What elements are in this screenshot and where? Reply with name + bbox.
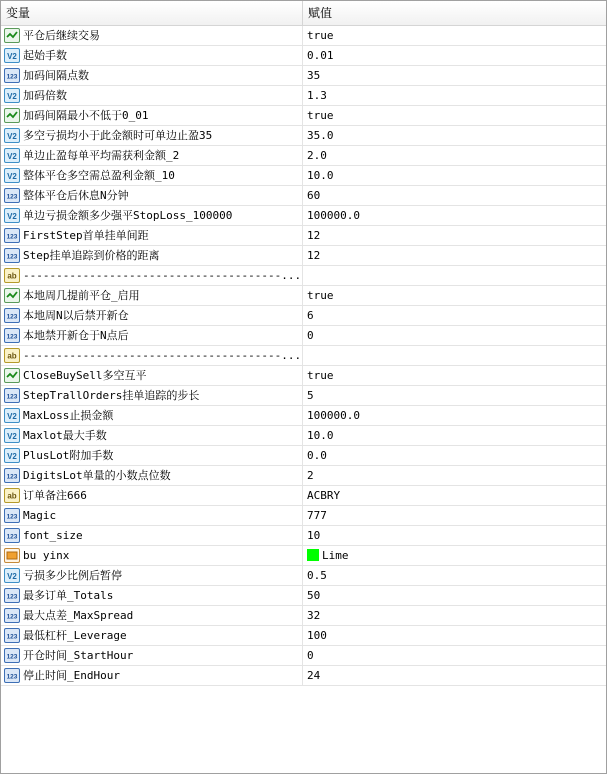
svg-text:V2: V2 <box>7 152 17 161</box>
variable-cell <box>1 126 303 145</box>
svg-text:123: 123 <box>6 673 18 681</box>
variable-value: 0 <box>307 649 314 662</box>
value-cell[interactable] <box>303 566 606 585</box>
variable-value: 6 <box>307 309 314 322</box>
variable-name: 加码间隔最小不低于0_01 <box>23 109 149 122</box>
variable-cell <box>1 66 303 85</box>
table-row[interactable] <box>1 146 606 166</box>
svg-text:V2: V2 <box>7 212 17 221</box>
variable-cell <box>1 306 303 325</box>
svg-text:123: 123 <box>6 653 18 661</box>
value-cell[interactable] <box>303 206 606 225</box>
variable-value: 2.0 <box>307 149 327 162</box>
value-cell[interactable] <box>303 586 606 605</box>
value-cell[interactable] <box>303 326 606 345</box>
svg-text:123: 123 <box>6 253 18 261</box>
table-row[interactable] <box>1 586 606 606</box>
table-body <box>1 26 606 686</box>
value-cell[interactable] <box>303 526 606 545</box>
table-row[interactable] <box>1 446 606 466</box>
variable-cell <box>1 286 303 305</box>
variable-cell <box>1 106 303 125</box>
svg-text:V2: V2 <box>7 132 17 141</box>
value-cell[interactable] <box>303 266 606 285</box>
variable-value: 12 <box>307 229 321 242</box>
table-row[interactable] <box>1 206 606 226</box>
value-cell[interactable] <box>303 46 606 65</box>
variable-value: 35.0 <box>307 129 334 142</box>
variable-cell <box>1 606 303 625</box>
variable-value: 0.01 <box>307 49 334 62</box>
table-row[interactable] <box>1 646 606 666</box>
svg-text:123: 123 <box>6 193 18 201</box>
value-cell[interactable] <box>303 406 606 425</box>
column-header-variable[interactable]: 变量 <box>1 1 303 25</box>
int-icon <box>4 628 20 643</box>
svg-text:123: 123 <box>6 473 18 481</box>
value-cell[interactable] <box>303 66 606 85</box>
svg-text:123: 123 <box>6 633 18 641</box>
int-icon <box>4 648 20 663</box>
bool-icon <box>4 108 20 123</box>
variable-value: 24 <box>307 669 321 682</box>
table-row[interactable] <box>1 426 606 446</box>
svg-text:V2: V2 <box>7 92 17 101</box>
variable-value: 10.0 <box>307 429 334 442</box>
bool-icon <box>4 368 20 383</box>
variable-value: 0.0 <box>307 449 327 462</box>
variable-cell <box>1 206 303 225</box>
variable-name: 整体平仓多空需总盈利金额_10 <box>23 169 175 182</box>
double-icon <box>4 208 20 223</box>
value-cell[interactable] <box>303 26 606 45</box>
value-cell[interactable] <box>303 646 606 665</box>
int-icon <box>4 608 20 623</box>
svg-text:V2: V2 <box>7 432 17 441</box>
variable-cell <box>1 586 303 605</box>
variable-cell <box>1 426 303 445</box>
variable-name: 最大点差_MaxSpread <box>23 609 134 622</box>
value-cell[interactable] <box>303 346 606 365</box>
variable-name: Magic <box>23 509 57 522</box>
table-row[interactable] <box>1 266 606 286</box>
table-row[interactable] <box>1 126 606 146</box>
variable-name: font_size <box>23 529 83 542</box>
value-cell[interactable] <box>303 286 606 305</box>
table-row[interactable] <box>1 306 606 326</box>
svg-text:123: 123 <box>6 593 18 601</box>
variable-cell <box>1 166 303 185</box>
double-icon <box>4 88 20 103</box>
table-row[interactable] <box>1 546 606 566</box>
table-row[interactable] <box>1 666 606 686</box>
column-header-value[interactable]: 赋值 <box>308 6 333 20</box>
variable-name: 亏损多少比例后暂停 <box>23 569 122 582</box>
value-cell[interactable] <box>303 546 606 565</box>
svg-text:123: 123 <box>6 333 18 341</box>
variable-name: 起始手数 <box>23 49 67 62</box>
svg-text:ab: ab <box>7 351 17 361</box>
double-icon <box>4 428 20 443</box>
variable-cell <box>1 186 303 205</box>
double-icon <box>4 128 20 143</box>
variable-name: 本地周几提前平仓_启用 <box>23 289 140 302</box>
bool-icon <box>4 28 20 43</box>
variable-cell <box>1 146 303 165</box>
variable-value: Lime <box>322 549 349 562</box>
value-cell[interactable] <box>303 366 606 385</box>
variable-value: 5 <box>307 389 314 402</box>
variable-name: 加码倍数 <box>23 89 67 102</box>
table-row[interactable] <box>1 566 606 586</box>
svg-text:123: 123 <box>6 613 18 621</box>
variable-cell <box>1 326 303 345</box>
double-icon <box>4 408 20 423</box>
int-icon <box>4 228 20 243</box>
svg-text:123: 123 <box>6 393 18 401</box>
variable-value: true <box>307 289 334 302</box>
variable-value: 0.5 <box>307 569 327 582</box>
table-row[interactable] <box>1 46 606 66</box>
variable-cell <box>1 346 303 365</box>
table-header <box>1 1 606 26</box>
variable-name: 多空亏损均小于此金额时可单边止盈35 <box>23 129 213 142</box>
variable-cell <box>1 386 303 405</box>
table-row[interactable] <box>1 66 606 86</box>
table-row[interactable] <box>1 246 606 266</box>
svg-text:V2: V2 <box>7 412 17 421</box>
variable-name: 最多订单_Totals <box>23 589 114 602</box>
variable-value: 777 <box>307 509 327 522</box>
variable-value: 32 <box>307 609 321 622</box>
variable-name: 本地周N以后禁开新仓 <box>23 309 129 322</box>
variable-name: 整体平仓后休息N分钟 <box>23 189 129 202</box>
int-icon <box>4 328 20 343</box>
variable-value: 10.0 <box>307 169 334 182</box>
variable-name: FirstStep首单挂单间距 <box>23 229 149 242</box>
variable-value: 2 <box>307 469 314 482</box>
value-cell[interactable] <box>303 86 606 105</box>
table-row[interactable] <box>1 326 606 346</box>
variable-cell <box>1 666 303 685</box>
value-cell[interactable] <box>303 146 606 165</box>
variable-value: true <box>307 109 334 122</box>
variable-value: 10 <box>307 529 321 542</box>
string-icon <box>4 268 20 283</box>
table-row[interactable] <box>1 386 606 406</box>
variable-name: ---------------------------------------... <box>23 349 302 362</box>
value-cell[interactable] <box>303 426 606 445</box>
variable-cell <box>1 626 303 645</box>
table-row[interactable] <box>1 346 606 366</box>
variable-value: 100000.0 <box>307 409 360 422</box>
table-row[interactable] <box>1 606 606 626</box>
value-cell[interactable] <box>303 246 606 265</box>
table-row[interactable] <box>1 366 606 386</box>
variable-value: 35 <box>307 69 321 82</box>
string-icon <box>4 348 20 363</box>
double-icon <box>4 148 20 163</box>
table-row[interactable] <box>1 286 606 306</box>
variable-cell <box>1 86 303 105</box>
svg-text:ab: ab <box>7 491 17 501</box>
variable-name: 加码间隔点数 <box>23 69 89 82</box>
table-row[interactable] <box>1 506 606 526</box>
double-icon <box>4 448 20 463</box>
variable-name: 停止时间_EndHour <box>23 669 120 682</box>
variable-value: ACBRY <box>307 489 341 502</box>
variable-name: ---------------------------------------... <box>23 269 302 282</box>
color-swatch <box>307 549 319 561</box>
int-icon <box>4 388 20 403</box>
variable-cell <box>1 26 303 45</box>
svg-text:V2: V2 <box>7 572 17 581</box>
value-cell[interactable] <box>303 226 606 245</box>
variable-cell <box>1 506 303 525</box>
variable-name: 订单备注666 <box>23 489 87 502</box>
variable-name: 开仓时间_StartHour <box>23 649 134 662</box>
svg-text:123: 123 <box>6 313 18 321</box>
variable-value: 0 <box>307 329 314 342</box>
variable-value: 1.3 <box>307 89 327 102</box>
variable-name: Maxlot最大手数 <box>23 429 107 442</box>
table-row[interactable] <box>1 406 606 426</box>
variable-value: 100000.0 <box>307 209 360 222</box>
variable-name: PlusLot附加手数 <box>23 449 114 462</box>
int-icon <box>4 308 20 323</box>
table-row[interactable] <box>1 226 606 246</box>
variable-cell <box>1 446 303 465</box>
color-icon <box>4 548 20 563</box>
variable-cell <box>1 526 303 545</box>
value-cell[interactable] <box>303 306 606 325</box>
variable-value: 12 <box>307 249 321 262</box>
svg-text:123: 123 <box>6 513 18 521</box>
variable-name: 本地禁开新仓于N点后 <box>23 329 129 342</box>
value-cell[interactable] <box>303 186 606 205</box>
int-icon <box>4 588 20 603</box>
int-icon <box>4 508 20 523</box>
variable-value: true <box>307 369 334 382</box>
table-row[interactable] <box>1 466 606 486</box>
svg-text:V2: V2 <box>7 452 17 461</box>
variable-name: DigitsLot单量的小数点位数 <box>23 469 171 482</box>
variable-cell <box>1 246 303 265</box>
svg-text:123: 123 <box>6 233 18 241</box>
double-icon <box>4 48 20 63</box>
int-icon <box>4 248 20 263</box>
variable-cell <box>1 566 303 585</box>
variable-name: 单边亏损金额多少强平StopLoss_100000 <box>23 209 233 222</box>
variable-name: CloseBuySell多空互平 <box>23 369 147 382</box>
svg-text:ab: ab <box>7 271 17 281</box>
value-cell[interactable] <box>303 126 606 145</box>
variable-cell <box>1 266 303 285</box>
variable-cell <box>1 646 303 665</box>
svg-text:123: 123 <box>6 73 18 81</box>
variable-name: Step挂单追踪到价格的距离 <box>23 249 160 262</box>
int-icon <box>4 528 20 543</box>
variable-cell <box>1 46 303 65</box>
svg-text:V2: V2 <box>7 172 17 181</box>
table-row[interactable] <box>1 166 606 186</box>
double-icon <box>4 168 20 183</box>
value-cell[interactable] <box>303 446 606 465</box>
table-row[interactable] <box>1 626 606 646</box>
value-cell[interactable] <box>303 166 606 185</box>
value-cell[interactable] <box>303 466 606 485</box>
svg-text:V2: V2 <box>7 52 17 61</box>
variable-cell <box>1 366 303 385</box>
variable-cell <box>1 406 303 425</box>
int-icon <box>4 468 20 483</box>
double-icon <box>4 568 20 583</box>
variable-value: 60 <box>307 189 321 202</box>
table-row[interactable] <box>1 486 606 506</box>
variable-name: 最低杠杆_Leverage <box>23 629 127 642</box>
table-row[interactable] <box>1 526 606 546</box>
value-cell[interactable] <box>303 506 606 525</box>
int-icon <box>4 668 20 683</box>
variable-name: 单边止盈每单平均需获利金额_2 <box>23 149 180 162</box>
value-cell[interactable] <box>303 386 606 405</box>
table-row[interactable] <box>1 86 606 106</box>
variable-cell <box>1 486 303 505</box>
value-cell[interactable] <box>303 606 606 625</box>
variable-name: 平仓后继续交易 <box>23 29 100 42</box>
variable-cell <box>1 226 303 245</box>
value-cell[interactable] <box>303 486 606 505</box>
string-icon <box>4 488 20 503</box>
variable-name: bu yinx <box>23 549 70 562</box>
variable-name: StepTrallOrders挂单追踪的步长 <box>23 389 200 402</box>
value-cell[interactable] <box>303 626 606 645</box>
variable-cell <box>1 466 303 485</box>
variable-name: MaxLoss止损金额 <box>23 409 114 422</box>
table-row[interactable] <box>1 106 606 126</box>
variable-cell <box>1 546 303 565</box>
value-cell[interactable] <box>303 666 606 685</box>
variable-value: 100 <box>307 629 327 642</box>
variable-value: 50 <box>307 589 321 602</box>
variable-value: true <box>307 29 334 42</box>
value-cell[interactable] <box>303 106 606 125</box>
table-row[interactable] <box>1 186 606 206</box>
int-icon <box>4 188 20 203</box>
int-icon <box>4 68 20 83</box>
svg-text:123: 123 <box>6 533 18 541</box>
table-row[interactable] <box>1 26 606 46</box>
bool-icon <box>4 288 20 303</box>
